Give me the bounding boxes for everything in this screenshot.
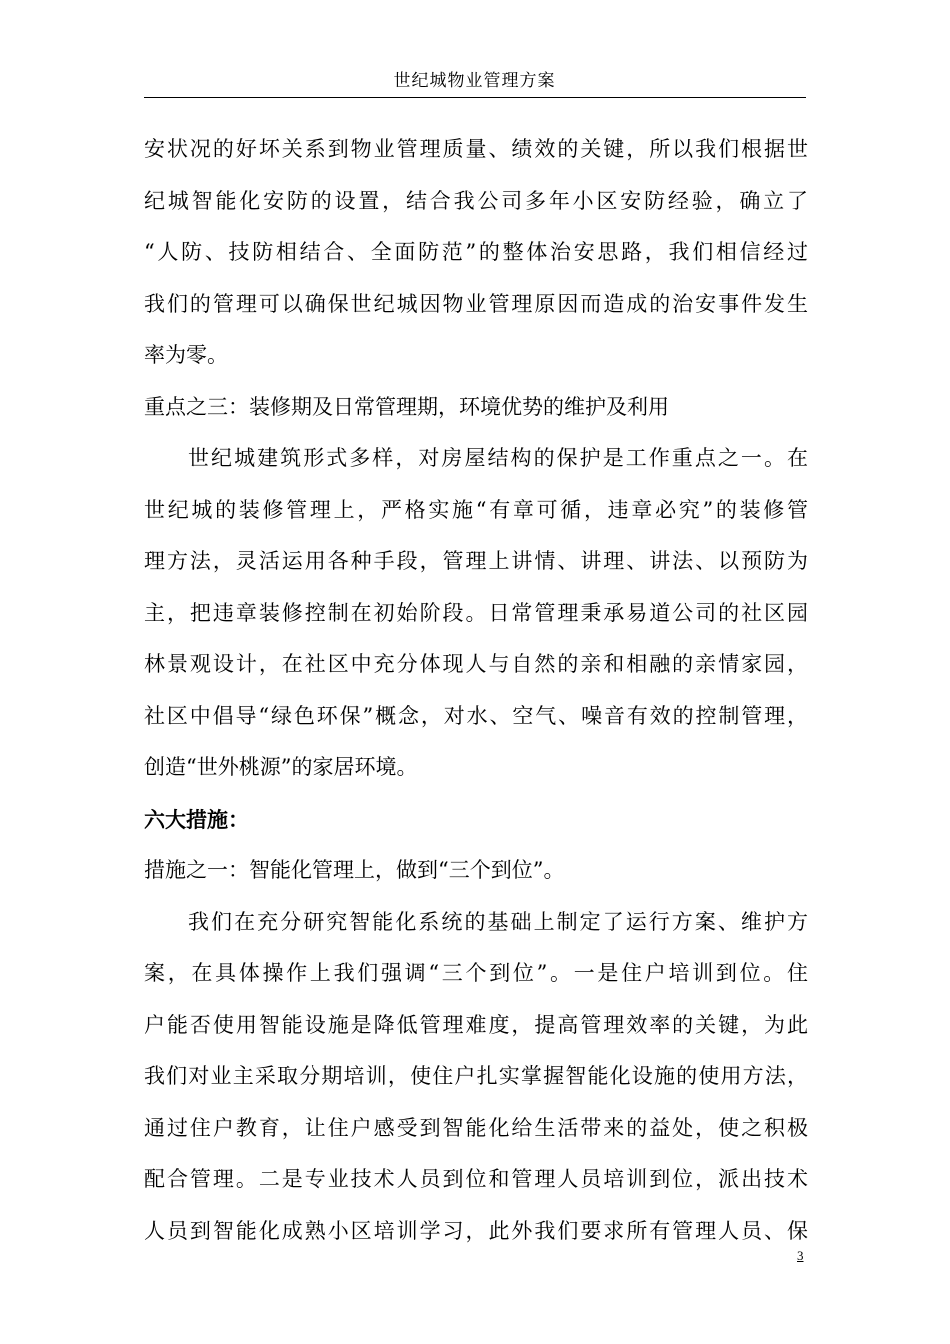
text-line: 通过住户教育，让住户感受到智能化给生活带来的益处，使之积极 [144, 1115, 808, 1140]
text-line: 户能否使用智能设施是降低管理难度，提高管理效率的关键，为此 [144, 1012, 808, 1037]
text-line: 安状况的好坏关系到物业管理质量、绩效的关键，所以我们根据世 [144, 137, 808, 161]
text-line: “人防、技防相结合、全面防范”的整体治安思路，我们相信经过 [144, 240, 808, 264]
text-line: 世纪城建筑形式多样，对房屋结构的保护是工作重点之一。在 [188, 446, 808, 470]
text-line: 我们的管理可以确保世纪城因物业管理原因而造成的治安事件发生 [144, 291, 808, 316]
text-line: 人员到智能化成熟小区培训学习，此外我们要求所有管理人员、保 [144, 1218, 808, 1243]
page-header-title: 世纪城物业管理方案 [393, 71, 556, 91]
text-line: 率为零。 [144, 343, 228, 367]
paragraph-renovation [144, 433, 808, 794]
paragraph-security [144, 124, 808, 382]
text-line: 社区中倡导“绿色环保”概念，对水、空气、噪音有效的控制管理， [144, 703, 808, 728]
text-line: 纪城智能化安防的设置，结合我公司多年小区安防经验，确立了 [144, 188, 808, 213]
document-body [144, 124, 808, 1257]
text-line: 创造“世外桃源”的家居环境。 [144, 755, 418, 779]
paragraph-intelligent-management [144, 897, 808, 1258]
section-heading-six-measures: 六大措施： [144, 806, 249, 832]
text-line: 林景观设计，在社区中充分体现人与自然的亲和相融的亲情家园， [144, 652, 808, 676]
text-line: 主，把违章装修控制在初始阶段。日常管理秉承易道公司的社区园 [144, 600, 808, 625]
text-line: 我们对业主采取分期培训，使住户扎实掌握智能化设施的使用方法， [144, 1064, 808, 1088]
text-line: 我们在充分研究智能化系统的基础上制定了运行方案、维护方 [188, 909, 808, 934]
text-line: 理方法，灵活运用各种手段，管理上讲情、讲理、讲法、以预防为 [144, 549, 808, 573]
text-line: 配合管理。二是专业技术人员到位和管理人员培训到位，派出技术 [144, 1167, 808, 1191]
page-number: 3 [797, 1248, 804, 1263]
text-line: 世纪城的装修管理上，严格实施“有章可循，违章必究”的装修管 [144, 497, 808, 522]
text-line: 案，在具体操作上我们强调“三个到位”。一是住户培训到位。住 [144, 961, 808, 985]
section-heading-measure-1: 措施之一：智能化管理上，做到“三个到位”。 [144, 858, 565, 882]
header-divider [144, 97, 806, 98]
section-heading-key-point-3: 重点之三：装修期及日常管理期，环境优势的维护及利用 [144, 394, 669, 419]
